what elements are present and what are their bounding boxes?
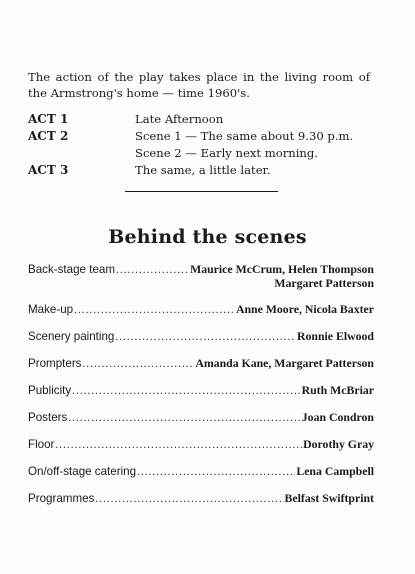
- dot-leader: [116, 263, 189, 277]
- credit-role: Floor: [28, 438, 55, 451]
- act-description: Scene 1 — The same about 9.30 p.m.: [135, 128, 354, 143]
- credit-row-make-up: [28, 302, 374, 317]
- dot-leader: [82, 357, 194, 371]
- dot-leader: [115, 330, 296, 344]
- credit-role: Posters: [28, 411, 68, 424]
- dot-leader: [74, 303, 235, 317]
- dot-leader: [55, 438, 302, 452]
- credit-row-prompters: [28, 356, 374, 371]
- credit-row-scenery: [28, 329, 374, 344]
- setting-description: The action of the play takes place in the living room of the Armstrong's home — time 1960's.: [28, 70, 370, 100]
- act-list: [28, 110, 388, 178]
- act-label: ACT 1: [28, 111, 69, 126]
- credit-name-line: Maurice McCrum, Helen Thompson: [190, 262, 374, 276]
- credit-names: Belfast Swiftprint: [284, 491, 374, 505]
- credit-names: Lena Campbell: [296, 464, 374, 478]
- credit-role: Programmes: [28, 492, 95, 505]
- dot-leader: [68, 411, 300, 425]
- credit-names: [190, 262, 374, 290]
- credit-row-back-stage: [28, 262, 374, 290]
- credit-role: On/off-stage catering: [28, 465, 137, 478]
- credits-list: [28, 262, 374, 518]
- credit-row-floor: [28, 437, 374, 452]
- credit-row-programmes: [28, 491, 374, 506]
- credit-role: Back-stage team: [28, 263, 115, 276]
- act-description: Scene 2 — Early next morning.: [135, 145, 318, 160]
- act-row-continuation: [28, 144, 388, 161]
- dot-leader: [72, 384, 300, 398]
- section-divider: [125, 191, 278, 192]
- credit-names: Anne Moore, Nicola Baxter: [235, 302, 374, 316]
- dot-leader: [137, 465, 295, 479]
- credit-row-publicity: [28, 383, 374, 398]
- act-row: [28, 110, 388, 127]
- dot-leader: [95, 492, 283, 506]
- act-row: [28, 127, 388, 144]
- credit-name-line: Margaret Patterson: [274, 276, 374, 290]
- credit-role: Make-up: [28, 303, 74, 316]
- credit-role: Publicity: [28, 384, 72, 397]
- credit-role: Prompters: [28, 357, 82, 370]
- act-row: [28, 161, 388, 178]
- credit-row-posters: [28, 410, 374, 425]
- credit-names: Amanda Kane, Margaret Patterson: [195, 356, 374, 370]
- act-description: Late Afternoon: [135, 111, 224, 126]
- credit-names: Ruth McBriar: [301, 383, 374, 397]
- section-heading: Behind the scenes: [108, 226, 307, 248]
- credit-names: Ronnie Elwood: [296, 329, 374, 343]
- credit-names: Dorothy Gray: [303, 437, 374, 451]
- act-label: ACT 2: [28, 128, 69, 143]
- credit-names: Joan Condron: [301, 410, 374, 424]
- credit-role: Scenery painting: [28, 330, 115, 343]
- act-label: ACT 3: [28, 162, 69, 177]
- act-description: The same, a little later.: [135, 162, 271, 177]
- credit-row-catering: [28, 464, 374, 479]
